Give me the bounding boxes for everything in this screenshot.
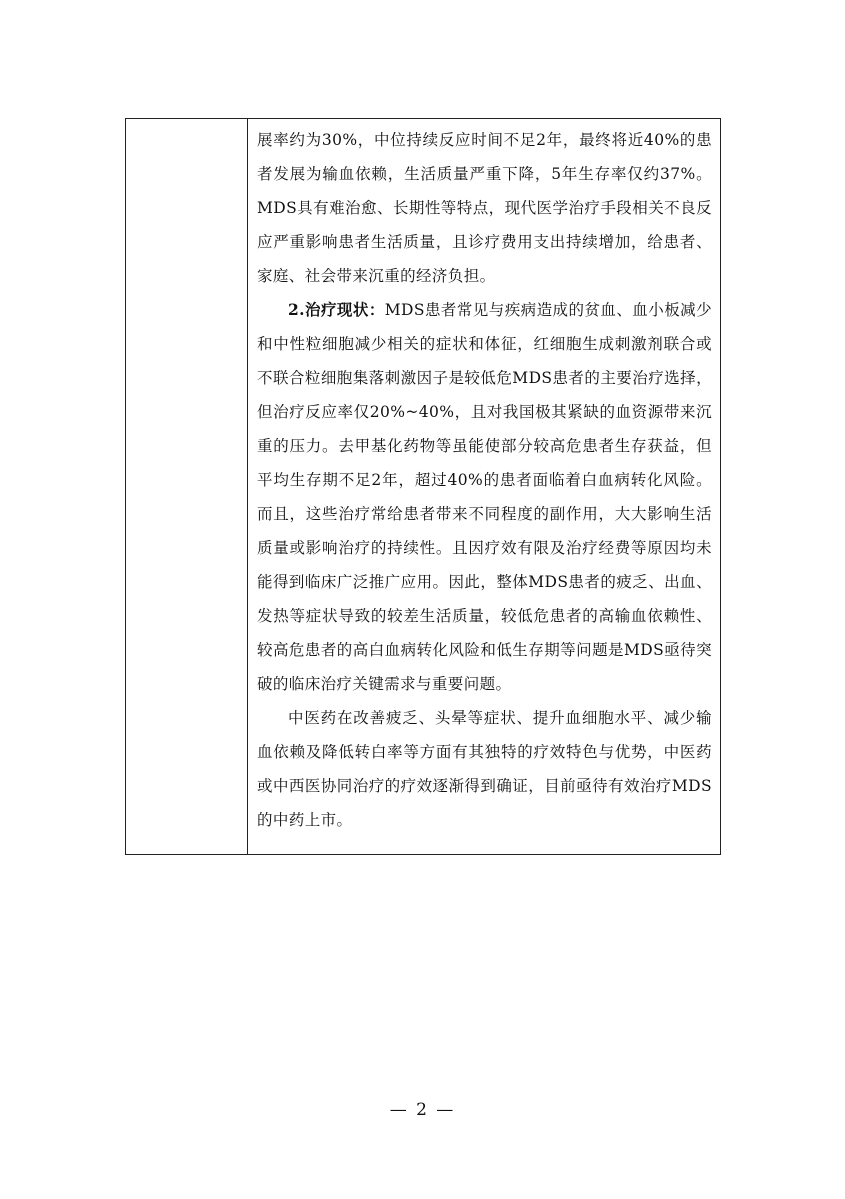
paragraph-treatment-status — [257, 293, 712, 701]
table-content-cell — [248, 119, 720, 854]
paragraph-tcm-advantage — [257, 701, 712, 837]
paragraph-survival-burden — [257, 123, 712, 293]
table-label-cell — [126, 119, 248, 854]
paragraph-text: MDS患者常见与疾病造成的贫血、血小板减少和中性粒细胞减少相关的症状和体征，红细胞生成刺激剂联合或不联合粒细胞集落刺激因子是较低危MDS患者的主要治疗选择，但治疗反应率仅20%~40%，且对我国极其紧缺的血资源带来沉重的压力。去甲基化药物等虽能使部分较高危患者生存获益，但平均生存期不足2年，超过40%的患者面临着白血病转化风险。而且，这些治疗常给患者带来不同程度的副作用，大大影响生活质量或影响治疗的持续性。且因疗效有限及治疗经费等原因均未能得到临床广泛推广应用。因此，整体MDS患者的疲乏、出血、发热等症状导致的较差生活质量，较低危患者的高输血依赖性、较高危患者的高白血病转化风险和低生存期等问题是MDS亟待突破的临床治疗关键需求与重要问题。 — [257, 301, 712, 693]
paragraph-text: 中医药在改善疲乏、头晕等症状、提升血细胞水平、减少输血依赖及降低转白率等方面有其独特的疗效特色与优势，中医药或中西医协同治疗的疗效逐渐得到确证，目前亟待有效治疗MDS的中药上市。 — [257, 709, 712, 829]
page-number: — 2 — — [389, 1100, 456, 1120]
content-table — [125, 118, 721, 855]
paragraph-heading: 2.治疗现状： — [288, 300, 385, 319]
paragraph-text: 展率约为30%，中位持续反应时间不足2年，最终将近40%的患者发展为输血依赖，生活质量严重下降，5年生存率仅约37%。MDS具有难治愈、长期性等特点，现代医学治疗手段相关不良反应严重影响患者生活质量，且诊疗费用支出持续增加，给患者、家庭、社会带来沉重的经济负担。 — [257, 131, 712, 285]
